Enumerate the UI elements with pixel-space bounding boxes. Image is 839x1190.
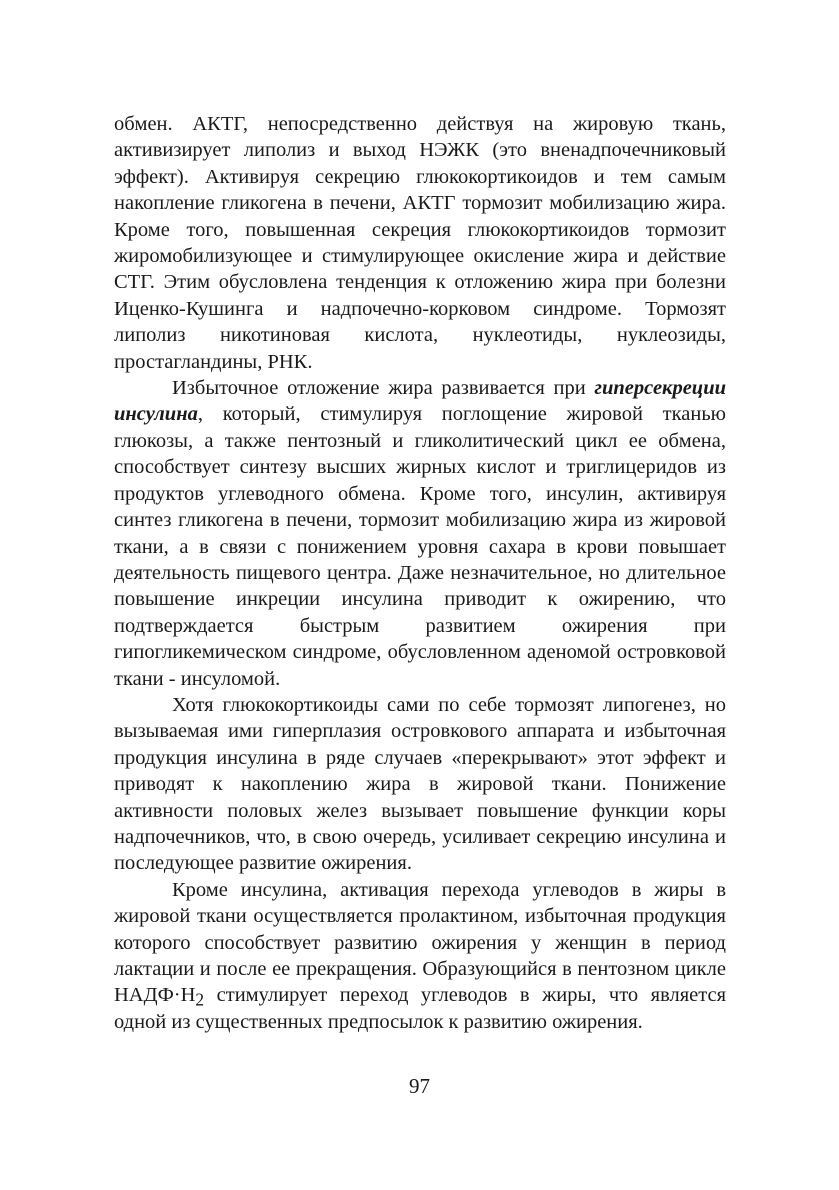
paragraph-3: Хотя глюкокортикоиды сами по себе тормозят липогенез, но вызываемая ими гиперплазия островкового аппарата и избыточная продукция инсулина в ряде случаев «перекрывают» этот эффект и приводят к накоплению жира в жировой ткани. Понижение активности половых желез вызывает повышение функции коры надпочечников, что, в свою очередь, усиливает секрецию инсулина и последующее развитие ожирения. — [114, 693, 726, 875]
paragraph-4 — [114, 877, 726, 1035]
page-number: 97 — [409, 1074, 430, 1098]
page-body — [114, 111, 726, 1035]
paragraph-4-end: стимулирует переход углеводов в жиры, что является одной из существенных предпосылок к развитию ожирения. — [114, 984, 726, 1033]
paragraph-2 — [114, 375, 726, 692]
paragraph-4-start: Кроме инсулина, активация перехода углеводов в жиры в жировой ткани осуществляется пролактином, избыточная продукция которого способствует развитию ожирения у женщин в период лактации и после ее прекращения. Образующийся в пентозном цикле НАДФ·Н — [114, 878, 726, 1007]
paragraph-2-rest: , который, стимулируя поглощение жировой тканью глюкозы, а также пентозный и гликолитический цикл ее обмена, способствует синтезу высших жирных кислот и триглицеридов из продуктов углеводного обмена. Кроме того, инсулин, активируя синтез гликогена в печени, тормозит мобилизацию жира из жировой ткани, а в связи с понижением уровня сахара в крови повышает деятельность пищевого центра. Даже незначительное, но длительное повышение инкреции инсулина приводит к ожирению, что подтверждается быстрым развитием ожирения при гипогликемическом синдроме, обусловленном аденомой островковой ткани - инсуломой. — [114, 403, 726, 690]
paragraph-1: обмен. АКТГ, непосредственно действуя на жировую ткань, активизирует липолиз и выход НЭЖК (это вненадпочечниковый эффект). Активируя секрецию глюкокортикоидов и тем самым накопление гликогена в печени, АКТГ тормозит мобилизацию жира. Кроме того, повышенная секреция глюкокортикоидов тормозит жиромобилизующее и стимулирующее окисление жира и действие СТГ. Этим обусловлена тенденция к отложению жира при болезни Иценко-Кушинга и надпочечно-корковом синдроме. Тормозят липолиз никотиновая кислота, нуклеотиды, нуклеозиды, простагландины, РНК. — [114, 113, 726, 373]
paragraph-4-subscript: 2 — [195, 989, 205, 1010]
paragraph-2-start: Избыточное отложение жира развивается при — [172, 377, 595, 400]
paragraph-2-emphasis: гиперсекреции инсулина — [114, 377, 726, 426]
